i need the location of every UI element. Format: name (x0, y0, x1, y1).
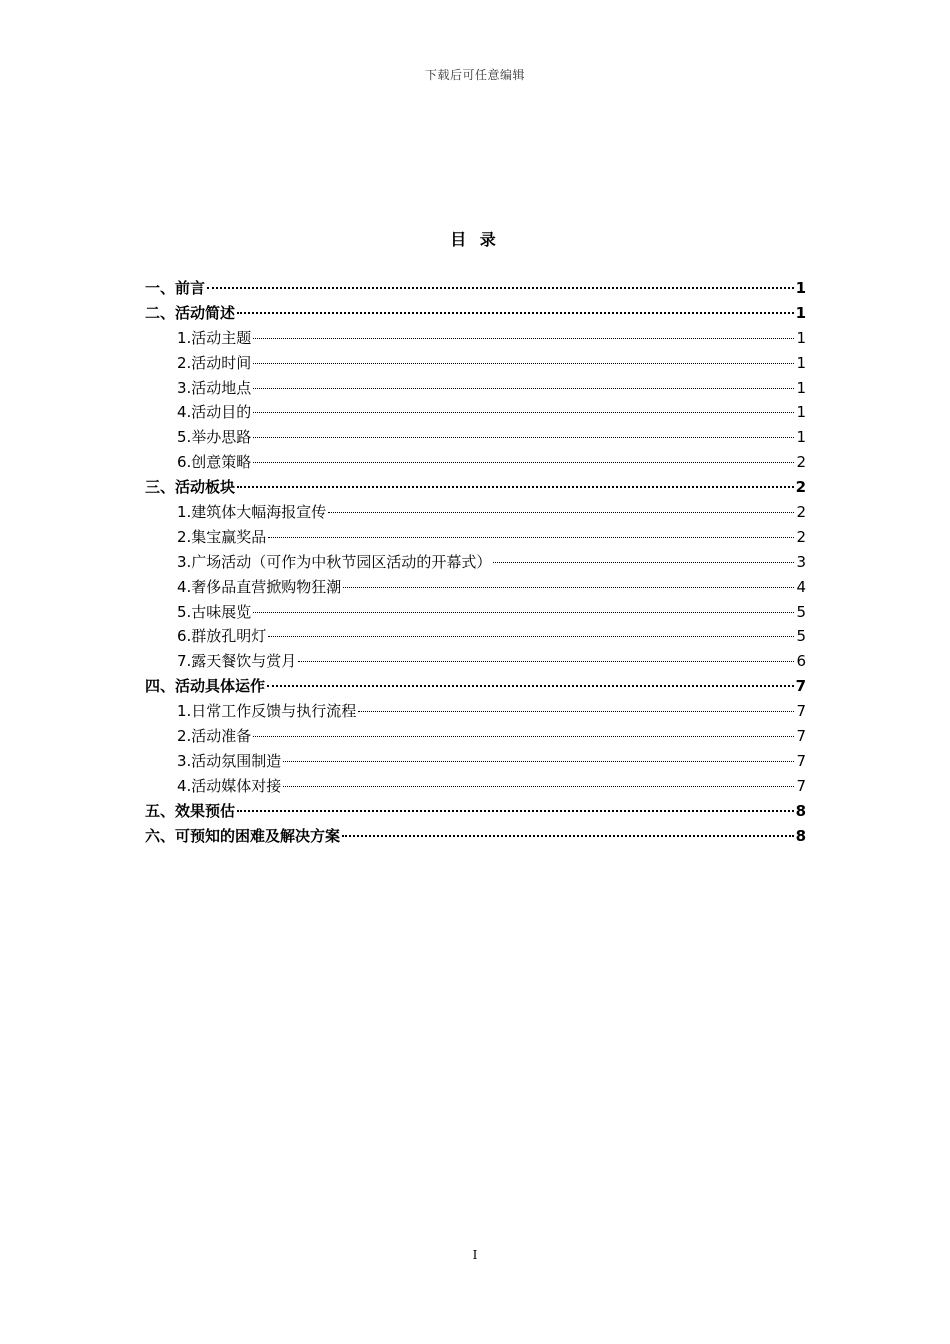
toc-entry-label: 1.日常工作反馈与执行流程 (177, 702, 357, 721)
toc-chapter-entry[interactable] (145, 475, 806, 500)
toc-section-entry[interactable] (145, 450, 806, 475)
toc-entry-page-number: 5 (796, 602, 806, 621)
toc-entry-page-number: 7 (796, 727, 806, 746)
toc-section-entry[interactable] (145, 351, 806, 376)
toc-dot-leader (237, 810, 794, 812)
toc-dot-leader (253, 363, 794, 364)
toc-dot-leader (268, 636, 794, 637)
toc-entry-label: 7.露天餐饮与赏月 (177, 652, 297, 671)
toc-dot-leader (237, 486, 794, 488)
toc-chapter-entry[interactable] (145, 276, 806, 301)
page-header: 下载后可任意编辑 (424, 68, 525, 82)
toc-section-entry[interactable] (145, 500, 806, 525)
toc-entry-label: 2.活动时间 (177, 353, 252, 372)
toc-entry-page-number: 2 (796, 503, 806, 522)
toc-entry-page-number: 1 (796, 328, 806, 347)
toc-dot-leader (268, 537, 794, 538)
toc-entry-page-number: 8 (795, 801, 806, 820)
toc-entry-page-number: 2 (796, 453, 806, 472)
toc-dot-leader (253, 736, 794, 737)
toc-entry-label: 一、前言 (145, 279, 206, 297)
toc-entry-page-number: 7 (796, 751, 806, 770)
toc-dot-leader (253, 388, 794, 389)
toc-entry-label: 4.活动目的 (177, 403, 252, 422)
toc-entry-label: 六、可预知的困难及解决方案 (145, 826, 341, 845)
toc-entry-page-number: 1 (796, 428, 806, 447)
toc-section-entry[interactable] (145, 774, 806, 799)
toc-chapter-entry[interactable] (145, 301, 806, 326)
toc-dot-leader (253, 437, 794, 438)
toc-dot-leader (207, 287, 794, 289)
toc-section-entry[interactable] (145, 649, 806, 674)
toc-entry-label: 6.创意策略 (177, 453, 252, 472)
toc-chapter-entry[interactable] (145, 824, 806, 849)
toc-section-entry[interactable] (145, 624, 806, 649)
toc-chapter-entry[interactable] (145, 674, 806, 699)
table-of-contents (145, 276, 806, 848)
page-number: I (472, 1248, 478, 1262)
toc-entry-page-number: 7 (795, 677, 806, 696)
toc-entry-label: 2.集宝赢奖品 (177, 527, 267, 546)
toc-entry-label: 6.群放孔明灯 (177, 627, 267, 646)
toc-entry-page-number: 7 (796, 776, 806, 795)
toc-entry-label: 5.举办思路 (177, 428, 252, 447)
toc-section-entry[interactable] (145, 400, 806, 425)
toc-section-entry[interactable] (145, 326, 806, 351)
toc-section-entry[interactable] (145, 749, 806, 774)
toc-entry-label: 四、活动具体运作 (145, 677, 266, 696)
toc-section-entry[interactable] (145, 376, 806, 401)
toc-entry-page-number: 2 (795, 478, 806, 497)
toc-entry-label: 1.建筑体大幅海报宣传 (177, 503, 327, 522)
toc-entry-page-number: 2 (796, 527, 806, 546)
toc-section-entry[interactable] (145, 525, 806, 550)
toc-entry-page-number: 8 (795, 826, 806, 845)
toc-entry-page-number: 3 (796, 552, 806, 571)
toc-entry-label: 三、活动板块 (145, 478, 236, 497)
toc-entry-page-number: 1 (796, 403, 806, 422)
toc-entry-label: 五、效果预估 (145, 801, 236, 820)
toc-dot-leader (283, 761, 794, 762)
toc-dot-leader (343, 587, 794, 588)
toc-entry-page-number: 1 (795, 279, 806, 297)
toc-section-entry[interactable] (145, 425, 806, 450)
toc-entry-page-number: 7 (796, 702, 806, 721)
toc-entry-label: 2.活动准备 (177, 727, 252, 746)
toc-section-entry[interactable] (145, 575, 806, 600)
toc-entry-label: 3.活动氛围制造 (177, 751, 282, 770)
toc-dot-leader (253, 338, 794, 339)
toc-title: 目 录 (450, 230, 500, 249)
toc-entry-page-number: 1 (796, 378, 806, 397)
toc-entry-label: 4.活动媒体对接 (177, 776, 282, 795)
toc-entry-label: 4.奢侈品直营掀购物狂潮 (177, 577, 342, 596)
toc-dot-leader (253, 612, 794, 613)
toc-dot-leader (253, 412, 794, 413)
toc-entry-page-number: 4 (796, 577, 806, 596)
toc-dot-leader (253, 462, 794, 463)
toc-chapter-entry[interactable] (145, 799, 806, 824)
toc-dot-leader (358, 711, 794, 712)
toc-dot-leader (237, 312, 794, 314)
toc-dot-leader (298, 661, 794, 662)
toc-entry-page-number: 1 (796, 353, 806, 372)
toc-entry-label: 二、活动简述 (145, 303, 236, 322)
toc-section-entry[interactable] (145, 699, 806, 724)
toc-dot-leader (267, 685, 794, 687)
toc-entry-page-number: 1 (795, 303, 806, 322)
toc-dot-leader (328, 512, 794, 513)
toc-dot-leader (342, 835, 794, 837)
toc-section-entry[interactable] (145, 600, 806, 625)
toc-entry-page-number: 6 (796, 652, 806, 671)
toc-dot-leader (283, 786, 794, 787)
toc-entry-label: 3.活动地点 (177, 378, 252, 397)
toc-entry-label: 5.古味展览 (177, 602, 252, 621)
toc-entry-label: 1.活动主题 (177, 328, 252, 347)
toc-section-entry[interactable] (145, 550, 806, 575)
toc-entry-page-number: 5 (796, 627, 806, 646)
toc-section-entry[interactable] (145, 724, 806, 749)
toc-dot-leader (493, 562, 794, 563)
toc-entry-label: 3.广场活动（可作为中秋节园区活动的开幕式） (177, 552, 492, 571)
